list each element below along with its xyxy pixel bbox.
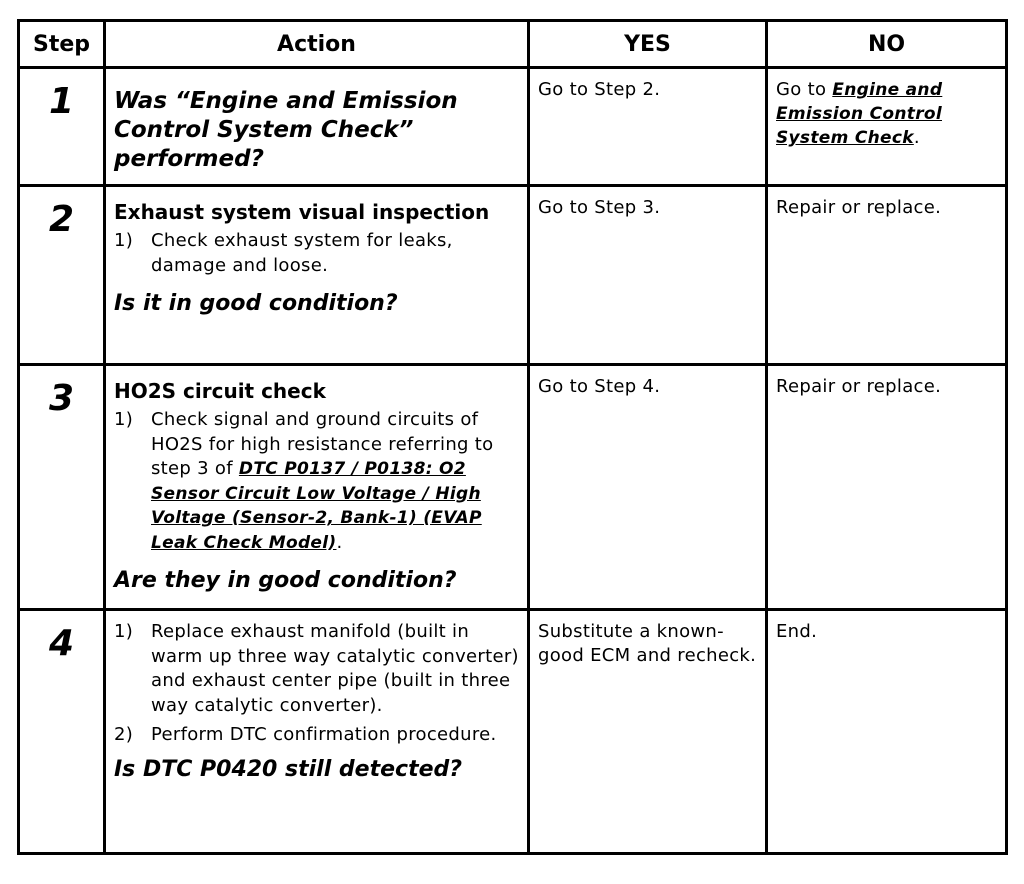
list-item: [114, 723, 519, 748]
header-step: Step: [19, 21, 105, 68]
step-cell: [19, 365, 105, 610]
no-cell: Repair or replace.: [767, 365, 1007, 610]
step-number: 3: [48, 378, 75, 419]
no-cell: End.: [767, 610, 1007, 854]
action-question: Are they in good condition?: [114, 568, 457, 593]
action-question: Is DTC P0420 still detected?: [114, 756, 463, 782]
step-cell: [19, 68, 105, 186]
procedure-list: [114, 408, 519, 555]
item-number: 1): [114, 409, 134, 430]
item-number: 1): [114, 230, 134, 251]
step-number: 2: [48, 199, 75, 240]
table-row: [19, 610, 1007, 854]
step-cell: [19, 610, 105, 854]
step-number: 4: [48, 623, 75, 664]
item-text: Replace exhaust manifold (built in warm up three way catalytic converter) and exhaust center pipe (built in three way catalytic converter).: [151, 621, 519, 716]
step-number: 1: [48, 81, 75, 122]
dtc-p0137-p0138-link[interactable]: DTC P0137 / P0138: O2 Sensor Circuit Low Voltage / High Voltage (Sensor-2, Bank-1) (EVAP Leak Check Model): [151, 459, 482, 553]
header-row: [19, 21, 1007, 68]
action-question: Was “Engine and Emission Control System Check” performed?: [114, 88, 458, 172]
item-number: 1): [114, 621, 134, 642]
item-number: 2): [114, 724, 134, 745]
no-cell: [767, 68, 1007, 186]
table-row: [19, 68, 1007, 186]
action-question: Is it in good condition?: [114, 291, 398, 316]
procedure-list: [114, 620, 519, 748]
yes-cell: Substitute a known-good ECM and recheck.: [529, 610, 767, 854]
step-cell: [19, 186, 105, 365]
yes-cell: Go to Step 4.: [529, 365, 767, 610]
action-cell: [105, 610, 529, 854]
item-text: Perform DTC confirmation procedure.: [151, 724, 497, 745]
list-item: [114, 408, 519, 555]
action-cell: [105, 365, 529, 610]
list-item: [114, 620, 519, 718]
item-suffix: .: [336, 531, 343, 553]
list-item: [114, 229, 519, 278]
item-text: Check exhaust system for leaks, damage and loose.: [151, 230, 453, 276]
no-cell: Repair or replace.: [767, 186, 1007, 365]
table-row: [19, 186, 1007, 365]
diagnostic-table: [17, 19, 1008, 855]
no-suffix: .: [913, 127, 920, 148]
header-action: Action: [105, 21, 529, 68]
table-row: [19, 365, 1007, 610]
engine-emission-check-link[interactable]: Engine and Emission Control System Check: [776, 80, 943, 148]
procedure-list: [114, 229, 519, 278]
header-yes: YES: [529, 21, 767, 68]
yes-cell: Go to Step 3.: [529, 186, 767, 365]
header-no: NO: [767, 21, 1007, 68]
yes-cell: Go to Step 2.: [529, 68, 767, 186]
action-heading: Exhaust system visual inspection: [114, 200, 490, 224]
action-heading: HO2S circuit check: [114, 379, 326, 403]
item-text: Check signal and ground circuits of HO2S for high resistance referring to step 3 of: [151, 409, 494, 479]
action-cell: [105, 68, 529, 186]
no-prefix: Go to: [776, 79, 833, 100]
action-cell: [105, 186, 529, 365]
